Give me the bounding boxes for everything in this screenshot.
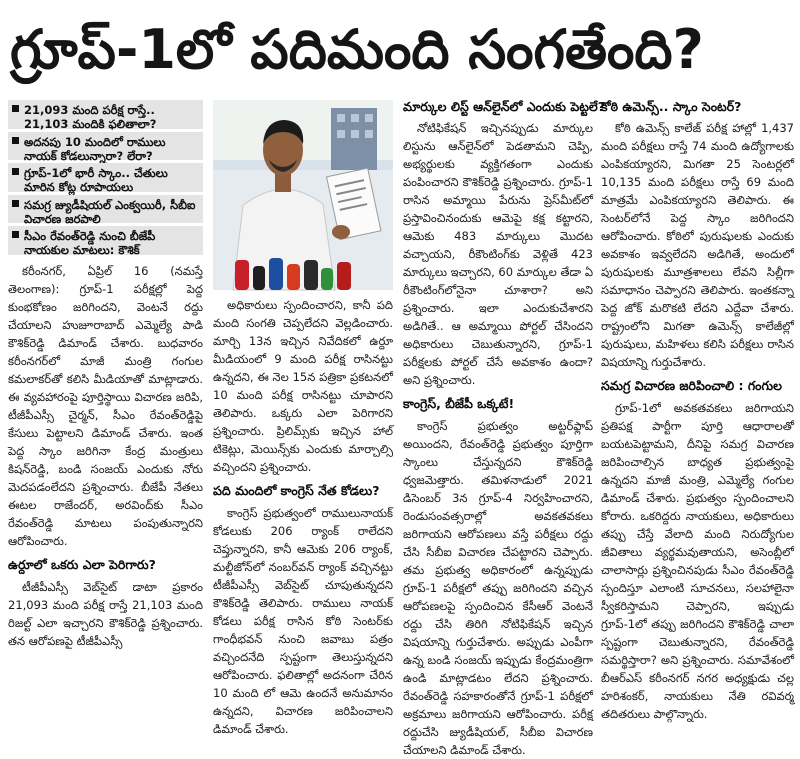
microphone <box>253 266 265 290</box>
subheading-congress-leader: పది మందిలో కాంగ్రెస్‌ నేత కోడలు? <box>213 483 380 498</box>
highlight-item <box>8 100 203 129</box>
highlight-item <box>8 132 203 161</box>
highlight-text: సీఎం రేవంత్‌రెడ్డి నుంచి బీజేపీ నాయకుల మాటలు: కౌశిక్‌ <box>24 229 156 257</box>
paragraph: అధికారులు స్పందించారని, కానీ పది మంది సంగతి చెప్పలేదని వెల్లడించారు. మార్చి 13న ఇచ్చిన నివేదికలో ఉర్దూ మీడియంలో 9 మంది పరీక్ష రాసినట్టు ఉన్నదని, ఈ నెల 15న పత్రికా ప్రకటనలో 10 మంది పరీక్ష రాసినట్టు చూపారని తెలిపారు. ఒక్కరు ఎలా పెరిగారని ప్రశ్నించారు. ప్రిలిమ్స్‌కు ఇచ్చిన హాల్‌ టికెట్లు, మెయిన్స్‌కు ఎందుకు మార్చాల్సి వచ్చిందని ప్రశ్నించారు. <box>213 298 393 474</box>
person-hand <box>332 225 350 239</box>
highlight-text: 21,093 మంది పరీక్ష రాస్తే.. 21,103 మందికి ఫలితాలా? <box>24 103 157 131</box>
article-column-1 <box>8 262 203 672</box>
subheading-urdu: ఉర్దూలో ఒకరు ఎలా పెరిగారు? <box>8 557 156 572</box>
highlight-text: సమగ్ర జ్యుడీషియల్‌ ఎంక్వయిరీ, సీబీఐ విచారణ జరపాలి <box>24 197 196 226</box>
paragraph: గ్రూప్‌-1లో అవకతవకలు జరిగాయని ప్రతిపక్ష పార్టీగా పూర్తి ఆధారాలతో బయటపెట్టామని, దీనిపై సమగ్ర విచారణ జరిపించాల్సిన బాధ్యత ప్రభుత్వంపై ఉన్నదని మాజీ మంత్రి, ఎమ్మెల్యే గంగుల డిమాండ్‌ చేశారు. ప్రభుత్వం స్పందించాలని కోరారు. ఒకరిద్దరు నాయకులు, అధికారులు తప్పు చేస్తే వేలాది మంది నిరుద్యోగుల జీవితాలు వ్యర్థమవుతాయని, అసెంబ్లీలో చాలాసార్లు ప్రశ్నించినపుడు సీఎం రేవంత్‌రెడ్డి స్పందిస్తూ ఎలాంటి సూచనలు, సలహాలైనా స్వీకరిస్తామని చెప్పారని, ఇప్పుడు గ్రూప్‌-1లో తప్పు జరిగిందని కౌశిక్‌రెడ్డి చాలా స్పష్టంగా చెబుతున్నారని, రేవంత్‌రెడ్డి సమర్థిస్తారా? అని ప్రశ్నించారు. సమావేశంలో బీఆర్‌ఎస్‌ కరీంనగర్‌ నగర అధ్యక్షుడు చల్ల హరిశంకర్‌, నాయకులు నేతి రవివర్మ తదితరులు పాల్గొన్నారు. <box>601 401 794 721</box>
microphone <box>269 258 283 290</box>
subheading-congress-bjp: కాంగ్రెస్‌, బీజేపీ ఒక్కటే! <box>403 396 515 411</box>
paragraph: కాంగ్రెస్‌ ప్రభుత్వంలో రాములునాయక్‌ కోడలుకు 206 ర్యాంక్‌ రాలేదని చెప్తున్నారని, కానీ ఆమెకు 206 ర్యాంక్‌, మల్టీజోన్‌లో నంబర్‌వన్‌ ర్యాంక్‌ వచ్చినట్టు టీజీపీఎస్సీ వెబ్‌సైట్‌ చూపుతున్నదని కౌశిక్‌రెడ్డి తెలిపారు. రాములు నాయక్‌ కోడలు పరీక్ష రాసిన కోఠి సెంటర్‌కు గాంధీభవన్‌ నుంచి జవాబు పత్రం వచ్చిందనేది స్పష్టంగా తెలుస్తున్నదని ఆరోపించారు. ఫలితాల్లో అదనంగా చేరిన 10 మంది లో ఆమె ఉందనే అనుమానం ఉన్నదని, విచారణ జరిపించాలని డిమాండ్‌ చేశారు. <box>213 506 393 736</box>
highlight-item <box>8 226 203 255</box>
microphone <box>304 260 318 290</box>
square-bullet-icon <box>12 231 19 238</box>
highlight-text: అదనపు 10 మందిలో రాములు నాయక్‌ కోడలున్నారా? లేరా? <box>24 134 166 163</box>
paragraph: నోటిఫికేషన్‌ ఇచ్చినప్పుడు మార్కుల లిస్టును ఆన్‌లైన్‌లో పెడతామని చెప్పి, అభ్యర్థులకు వ్యక్తిగతంగా ఎందుకు పంపించారని కౌశిక్‌రెడ్డి ప్రశ్నించారు. గ్రూప్‌-1 రాసిన అమ్మాయి పేరును ప్రెస్‌మీట్‌లో ప్రస్తావించినందుకు ఆమెపై కక్ష కట్టారని, ఆమెకు 483 మార్కులు మొదట వచ్చాయని, రీకౌంటింగ్‌కు వెళ్లితే 423 మార్కులు ఇచ్చారని, 60 మార్కుల తేడా ఏ రీకౌంటింగ్‌లోనైనా చూశారా? అని ప్రశ్నించారు. ఇలా ఎందుకుచేశారని అడిగితే.. ఆ అమ్మాయి పోర్టల్‌ చేసిందని అధికారులు చెబుతున్నారని, గ్రూప్‌-1 పరీక్షలకు పోర్టల్‌ చేసే అవకాశం ఉందా? అని ప్రశ్నించారు. <box>403 121 593 387</box>
paragraph: కాంగ్రెస్‌ ప్రభుత్వం అట్టర్‌ఫ్లాప్‌ అయిందని, రేవంత్‌రెడ్డి ప్రభుత్వం పూర్తిగా స్కాంలు చేస్తున్నదని కౌశిక్‌రెడ్డి ధ్వజమెత్తారు. తమిళనాడులో 2021 డిసెంబర్‌ 3న గ్రూప్‌-4 నిర్వహించారని, రెండుసంవత్సరాల్లో అవకతవకలు జరిగాయని ఆరోపణలు వస్తే పరీక్షలు రద్దు చేసి సీబీఐ విచారణ చేపట్టారని చెప్పారు. తమ ప్రభుత్వ అధికారంలో ఉన్నప్పుడు గ్రూప్‌-1 పరీక్షలో తప్పు జరిగిందని వచ్చిన ఆరోపణలపై స్పందించిన కేసీఆర్‌ వెంటనే రద్దు చేసి తిరిగి నోటిఫికేషన్‌ ఇచ్చిన విషయాన్ని గుర్తుచేశారు. అప్పుడు ఎంపీగా ఉన్న బండి సంజయ్‌ ఇప్పుడు కేంద్రమంత్రిగా ఉండి మాట్లాడటం లేదని ప్రశ్నించారు. రేవంత్‌రెడ్డి సహకారంతోనే గ్రూప్‌-1 పరీక్షలో అక్రమాలు జరిగాయని ఆరోపించారు. పరీక్ష రద్దుచేసి జ్యుడీషియల్‌, సీబీఐ విచారణ చేయాలని డిమాండ్‌ చేశారు. <box>403 419 593 757</box>
building-window <box>365 114 373 122</box>
square-bullet-icon <box>12 105 19 112</box>
microphone <box>235 260 249 290</box>
section-heading-marks-list: మార్కుల లిస్ట్‌ ఆన్‌లైన్‌లో ఎందుకు పెట్టలే? <box>403 99 605 114</box>
article-column-4 <box>601 98 794 721</box>
subheading-gangula: సమగ్ర విచారణ జరిపించాలి : గంగుల <box>601 378 782 393</box>
building-window <box>365 130 373 138</box>
article-column-2 <box>213 296 393 736</box>
dateline-paragraph: కరీంనగర్‌, ఏప్రిల్‌ 16 (నమస్తే తెలంగాణ): గ్రూప్‌-1 పరీక్షల్లో పెద్ద కుంభకోణం జరిగిందని, వెంటనే రద్దు చేయాలని హుజూరాబాద్‌ ఎమ్మెల్యే పాడి కౌశిక్‌రెడ్డి డిమాండ్‌ చేశారు. బుధవారం కరీంనగర్‌లో మాజీ మంత్రి గంగుల కమలాకర్‌తో కలిసి మీడియాతో మాట్లాడారు. ఈ వ్యవహారంపై పూర్తిస్థాయి విచారణ జరిపి, టీజీపీఎస్సీ చైర్మన్‌, సీఎం రేవంత్‌రెడ్డిపై కేసులు పెట్టాలని డిమాండ్‌ చేశారు. ఇంత పెద్ద స్కాం జరిగినా కేంద్ర మంత్రులు కిషన్‌రెడ్డి, బండి సంజయ్‌ ఎందుకు నోరు మెదపడంలేదని ప్రశ్నించారు. బీజేపీ నేతలు ఈటల రాజేందర్‌, అరవింద్‌కు సీఎం రేవంత్‌రెడ్డి మాటలు పంపుతున్నారని ఆరోపించారు. <box>8 264 203 548</box>
press-photo <box>213 100 393 290</box>
microphone <box>287 264 300 290</box>
building-window <box>351 114 359 122</box>
paragraph: టీజీపీఎస్సీ వెబ్‌సైట్‌ డాటా ప్రకారం 21,093 మంది పరీక్ష రాస్తే 21,103 మంది రిజల్ట్‌ ఎలా ఇచ్చారని కౌశిక్‌రెడ్డి ప్రశ్నించారు. తన ఆరోపణపై టీజీపీఎస్సీ <box>8 580 203 648</box>
press-photo-illustration <box>213 100 393 290</box>
square-bullet-icon <box>12 200 19 207</box>
highlight-item <box>8 163 203 192</box>
building-window <box>337 114 345 122</box>
building-window <box>337 130 345 138</box>
highlights-box <box>8 100 203 256</box>
building-window <box>351 130 359 138</box>
square-bullet-icon <box>12 137 19 144</box>
article-column-3 <box>403 98 605 757</box>
headline: గ్రూప్‌-1లో పదిమంది సంగతేంది? <box>10 18 704 81</box>
square-bullet-icon <box>12 168 19 175</box>
highlight-item <box>8 195 203 224</box>
microphone <box>321 268 333 290</box>
microphone <box>337 262 351 290</box>
paragraph: కోఠి ఉమెన్స్‌ కాలేజ్‌ పరీక్ష హాల్లో 1,437 మంది పరీక్షలు రాస్తే 74 మంది ఉద్యోగాలకు ఎంపికయ్యారని, మిగతా 25 సెంటర్లలో 10,135 మంది పరీక్షలు రాస్తే 69 మంది మాత్రమే ఎంపికయ్యారని తెలిపారు. ఈ సెంటర్‌లోనే పెద్ద స్కాం జరిగిందని ఆరోపించారు. కోఠిలో పురుషులకు ఎందుకు అవకాశం ఇవ్వలేదని అడిగితే, అందులో పురుషులకు మూత్రశాలలు లేవని సిల్లీగా సమాధానం చెప్పారని తెలిపారు. ఇంతకన్నా పెద్ద జోక్‌ మరొకటి లేదని ఎద్దేవా చేశారు. రాష్ట్రంలోని మిగతా ఉమెన్స్‌ కాలేజీల్లో పురుషులు, మహిళలు కలిసి పరీక్షలు రాసిన విషయాన్ని గుర్తుచేశారు. <box>601 121 794 369</box>
section-heading-koti-womens: కోఠి ఉమెన్స్‌.. స్కాం సెంటర్‌? <box>601 99 742 114</box>
highlight-text: గ్రూప్‌-1లో భారీ స్కాం.. చేతులు మారిన కోట్ల రూపాయలు <box>24 166 168 194</box>
